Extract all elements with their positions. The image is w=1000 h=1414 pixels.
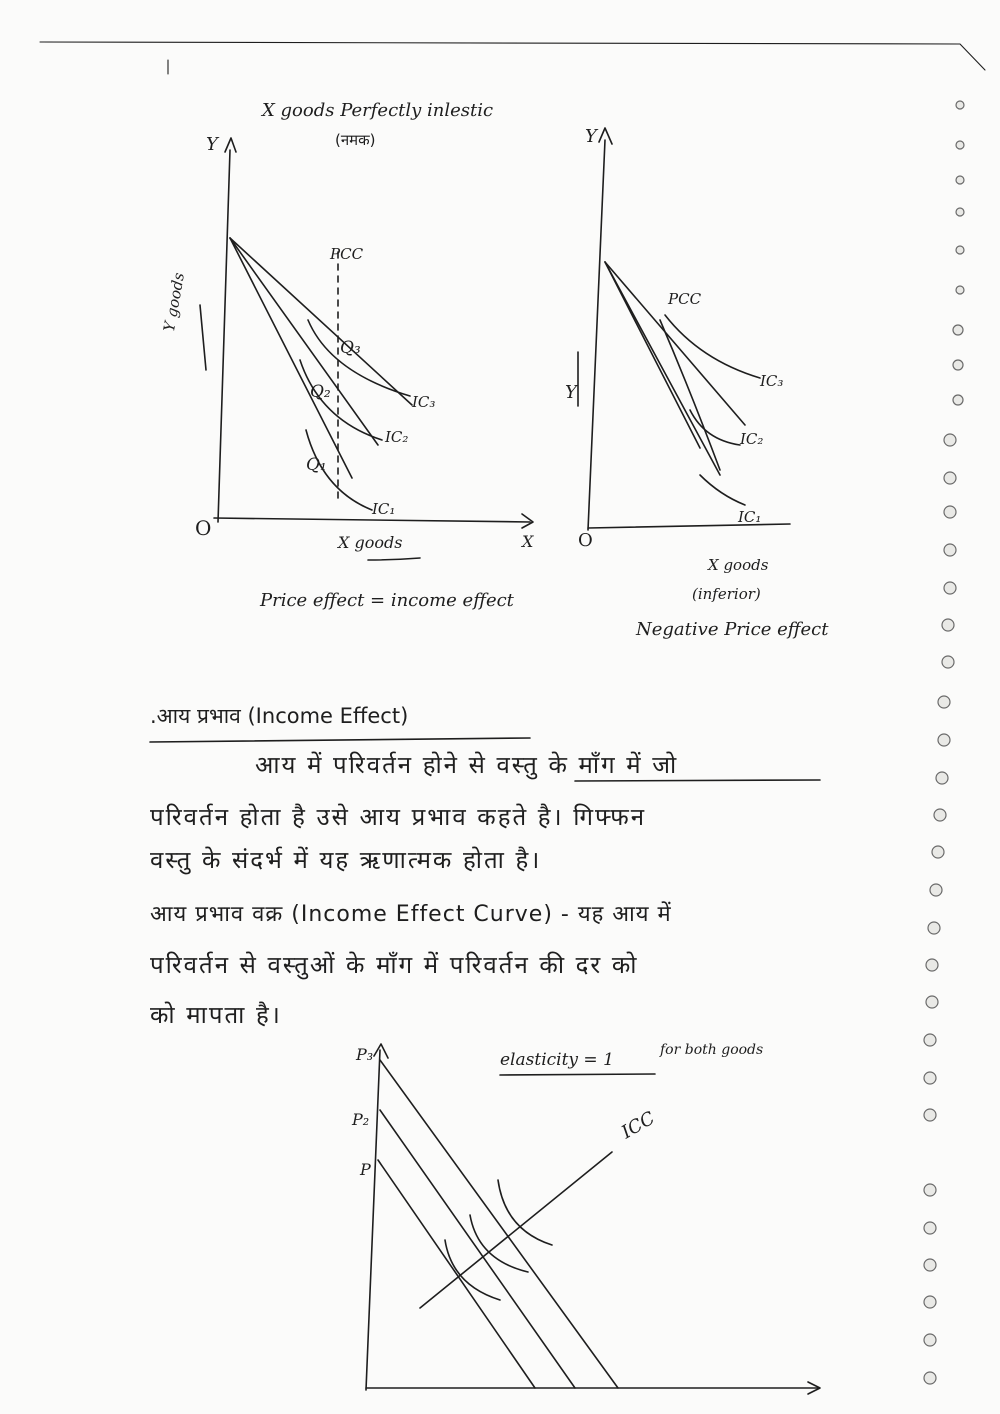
income-effect-line-3: वस्तु के संदर्भ में यह ऋणात्मक होता है। xyxy=(150,846,542,874)
income-effect-line-1: आय में परिवर्तन होने से वस्तु के माँग में जो xyxy=(255,751,679,779)
g1-q3-label: Q₃ xyxy=(340,338,361,358)
g3-budget-line-2 xyxy=(380,1110,575,1388)
g1-x-axis-label: X xyxy=(522,532,534,551)
g3-p2-label: P₂ xyxy=(352,1110,370,1129)
g2-budget-line-3 xyxy=(605,262,720,475)
g2-ic1-label: IC₁ xyxy=(738,508,762,526)
g3-budget-line-1 xyxy=(378,1160,535,1388)
g2-ic2-label: IC₂ xyxy=(740,430,764,448)
g1-x-goods-label: X goods xyxy=(338,533,403,552)
g3-budget-line-3 xyxy=(380,1060,618,1388)
g3-ic3 xyxy=(498,1180,552,1245)
binder-holes xyxy=(924,101,964,1384)
g2-pcc-curve xyxy=(660,320,720,470)
g1-y-goods-arrow xyxy=(200,305,206,370)
g2-y-axis-label: Y xyxy=(585,126,597,147)
g2-origin-label: O xyxy=(578,530,593,551)
graph-1-title: X goods Perfectly inlestic xyxy=(262,100,494,121)
income-effect-line-5: परिवर्तन से वस्तुओं के माँग में परिवर्तन की दर को xyxy=(150,951,639,979)
g2-y-side-label: Y xyxy=(565,382,577,403)
g1-x-goods-arrow xyxy=(368,558,420,560)
g1-y-axis-label: Y xyxy=(206,134,218,155)
g1-pcc-label: PCC xyxy=(330,245,364,263)
g3-y-axis xyxy=(366,1050,380,1390)
g3-y-arrow xyxy=(374,1044,388,1058)
g2-ic3-label: IC₃ xyxy=(760,372,784,390)
g1-ic3-label: IC₃ xyxy=(412,393,436,411)
g3-icc-line xyxy=(420,1152,612,1308)
g1-q1-label: Q₁ xyxy=(306,455,327,475)
g1-ic1-label: IC₁ xyxy=(372,500,396,518)
g1-origin-label: O xyxy=(195,516,212,540)
g1-x-arrow xyxy=(522,514,533,528)
top-margin-line xyxy=(40,42,985,70)
g1-q2-label: Q₂ xyxy=(310,382,331,402)
g2-ic1 xyxy=(700,475,745,505)
g1-budget-line-1 xyxy=(230,238,352,478)
income-effect-heading: .आय प्रभाव (Income Effect) xyxy=(150,704,409,728)
elasticity-label: elasticity = 1 xyxy=(500,1050,614,1070)
g2-inferior-label: (inferior) xyxy=(692,585,761,603)
income-effect-line-6: को मापता है। xyxy=(150,1001,282,1029)
g1-ic2-label: IC₂ xyxy=(385,428,409,446)
income-effect-line-4: आय प्रभाव वक्र (Income Effect Curve) - यह आय में xyxy=(150,902,672,927)
g1-budget-line-3 xyxy=(230,238,412,405)
g2-ic3 xyxy=(665,315,760,378)
graph-1-subtitle: (नमक) xyxy=(335,131,376,149)
g1-y-goods-label: Y goods xyxy=(160,271,189,334)
income-effect-line-2: परिवर्तन होता है उसे आय प्रभाव कहते है। गिफ्फन xyxy=(150,803,647,831)
g3-p1-label: P xyxy=(360,1160,371,1179)
g3-p3-label: P₃ xyxy=(356,1045,374,1064)
graph-2-lines xyxy=(578,128,790,530)
g3-icc-label: ICC xyxy=(618,1107,659,1144)
g2-x-goods-label: X goods xyxy=(708,556,769,574)
for-both-goods-label: for both goods xyxy=(660,1042,764,1058)
g1-x-axis xyxy=(214,518,530,522)
graph-1-caption: Price effect = income effect xyxy=(260,590,514,611)
heading-underline xyxy=(150,738,530,742)
g2-pcc-label: PCC xyxy=(668,290,702,308)
graph-3-lines xyxy=(366,1044,820,1394)
g1-y-axis xyxy=(218,150,230,522)
g2-ic2 xyxy=(690,410,740,445)
elasticity-underline xyxy=(500,1074,655,1075)
graph-1-lines xyxy=(200,138,533,560)
g2-y-axis xyxy=(588,140,605,530)
graph-2-caption: Negative Price effect xyxy=(636,619,829,640)
